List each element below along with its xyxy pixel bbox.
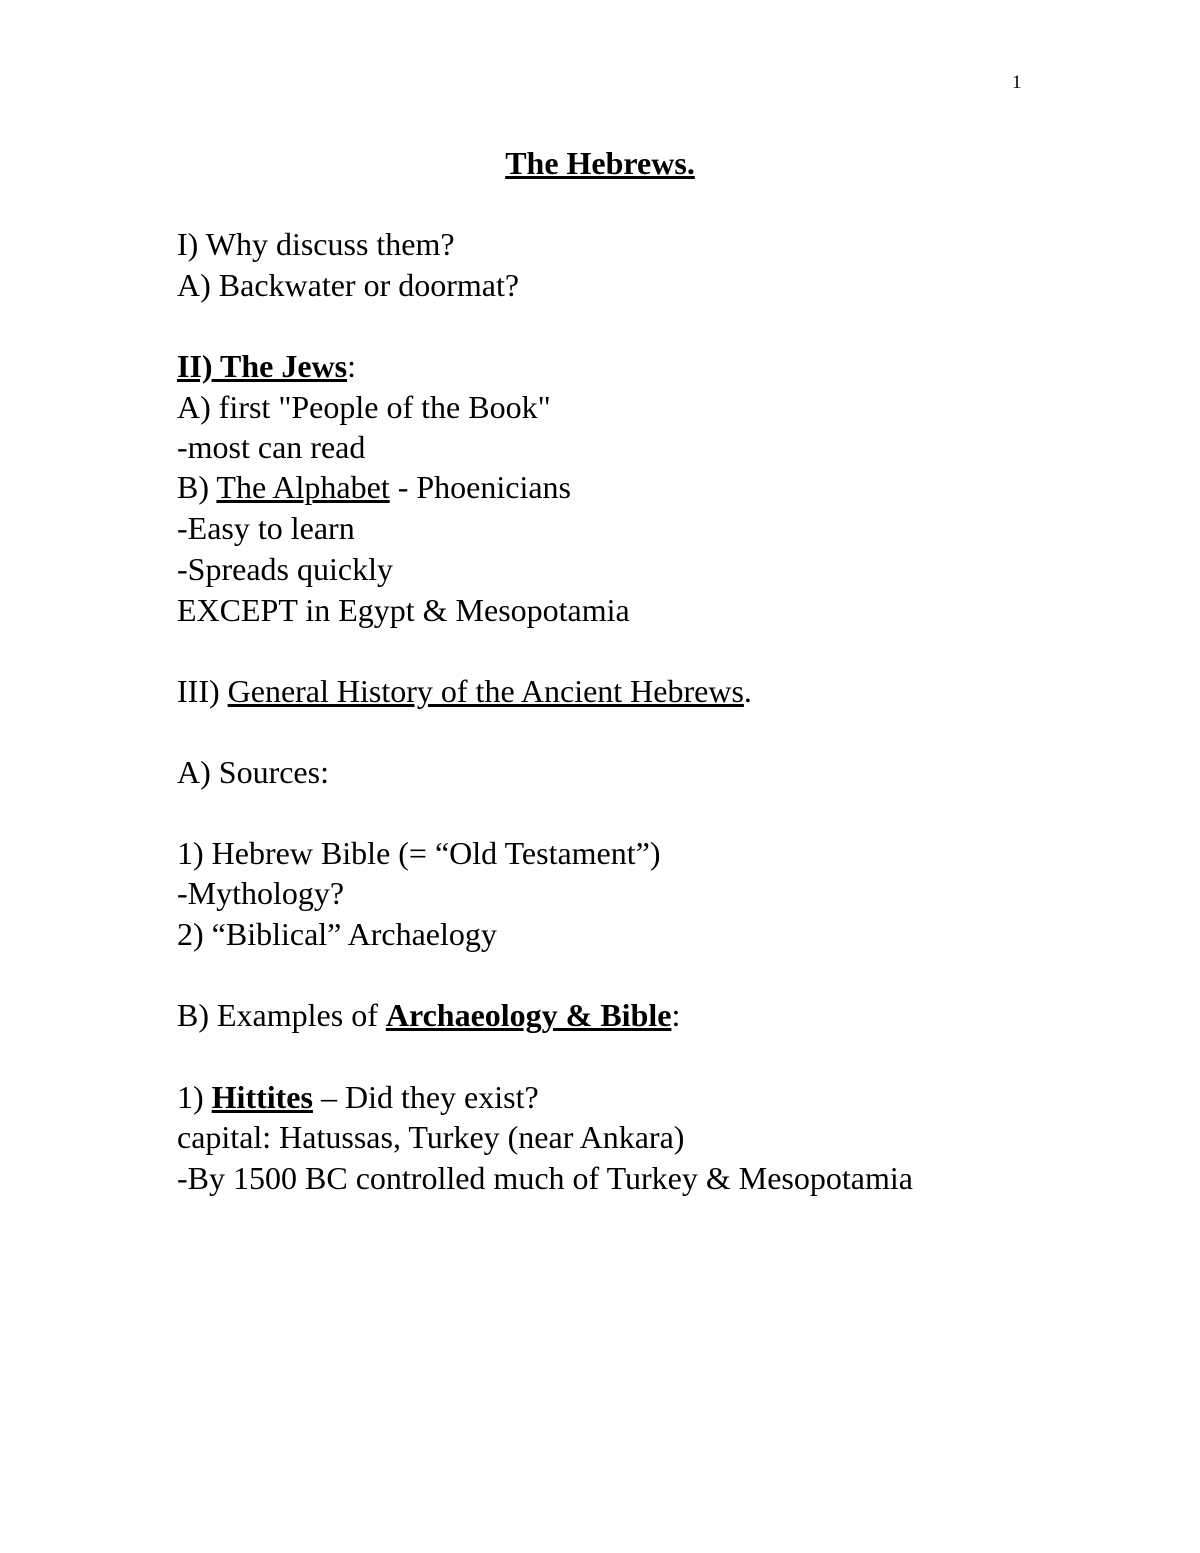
outline-section-2-item-b-note-3: EXCEPT in Egypt & Mesopotamia	[177, 592, 630, 628]
item-b-examples-colon: :	[671, 997, 681, 1033]
outline-section-3-example-1	[177, 1081, 539, 1113]
example-1-prefix: 1)	[177, 1079, 212, 1115]
item-b-examples-prefix: B) Examples of	[177, 997, 386, 1033]
outline-section-2-item-b	[177, 471, 571, 503]
page-number: 1	[1012, 72, 1022, 93]
outline-section-2-item-b-note-2: -Spreads quickly	[177, 551, 393, 587]
outline-section-3-heading	[177, 675, 752, 707]
example-1-question: – Did they exist?	[312, 1079, 539, 1115]
document-title: The Hebrews.	[505, 145, 695, 181]
example-1-hittites: Hittites	[211, 1079, 313, 1115]
outline-section-2-item-a: A) first "People of the Book"	[177, 389, 551, 425]
item-b-prefix: B)	[177, 469, 217, 505]
outline-section-2-heading	[177, 350, 356, 382]
outline-section-1-item-a: A) Backwater or doormat?	[177, 267, 520, 303]
section-3-heading-period: .	[743, 673, 752, 709]
section-3-prefix: III)	[177, 673, 228, 709]
outline-section-3-item-b	[177, 999, 680, 1031]
section-2-heading-colon: :	[347, 348, 356, 384]
section-2-heading-text: II) The Jews	[177, 348, 348, 384]
item-b-tail: - Phoenicians	[389, 469, 571, 505]
outline-section-3-source-1: 1) Hebrew Bible (= “Old Testament”)	[177, 835, 661, 871]
section-3-heading-text: General History of the Ancient Hebrews	[227, 673, 744, 709]
outline-section-3-source-2: 2) “Biblical” Archaelogy	[177, 916, 497, 952]
outline-section-3-example-1-control: -By 1500 BC controlled much of Turkey & Mesopotamia	[177, 1160, 913, 1196]
item-b-archaeology-bible: Archaeology & Bible	[385, 997, 672, 1033]
outline-section-3-example-1-capital: capital: Hatussas, Turkey (near Ankara)	[177, 1119, 685, 1155]
outline-section-2-item-b-note-1: -Easy to learn	[177, 510, 355, 546]
outline-section-3-item-a: A) Sources:	[177, 754, 329, 790]
outline-section-3-source-1-note: -Mythology?	[177, 875, 345, 911]
outline-section-2-item-a-note: -most can read	[177, 429, 366, 465]
item-b-alphabet: The Alphabet	[216, 469, 390, 505]
outline-section-1-heading: I) Why discuss them?	[177, 226, 455, 262]
